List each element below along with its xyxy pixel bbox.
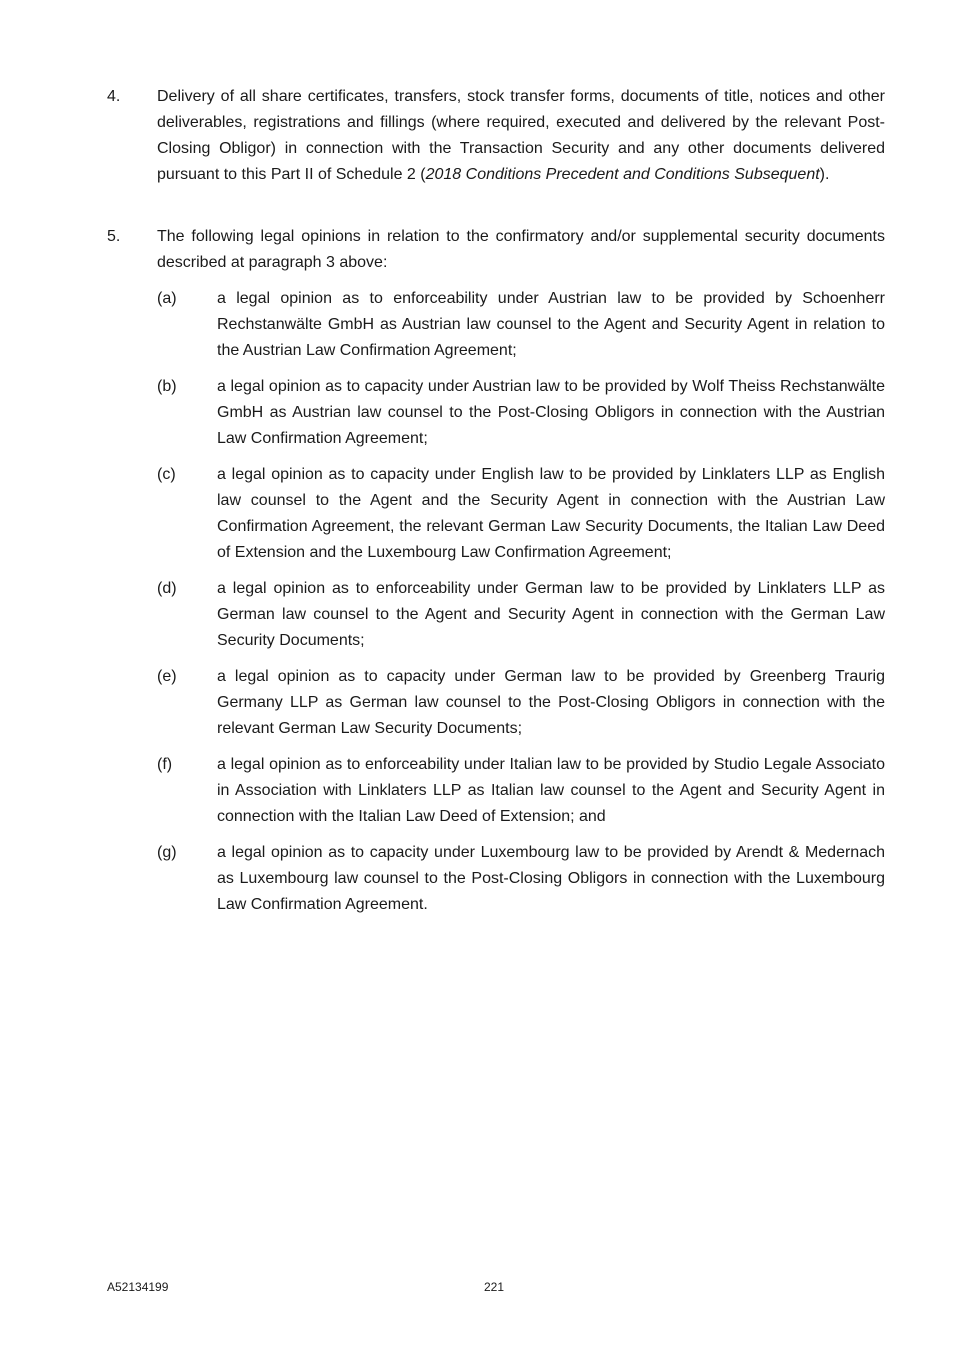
- list-item-label: (g): [157, 844, 177, 861]
- paragraph-4: [107, 84, 885, 188]
- list-item-f: [157, 752, 885, 830]
- italic-reference: 2018 Conditions Precedent and Conditions Subsequent: [425, 166, 820, 183]
- list-item-text: a legal opinion as to enforceability under Italian law to be provided by Studio Legale Associato in Association with Linklaters LLP as Italian law counsel to the Agent and Security Agent in connection with the Italian Law Deed of Extension; and: [217, 756, 885, 825]
- list-item-text: a legal opinion as to capacity under German law to be provided by Greenberg Traurig Germany LLP as German law counsel to the Post-Closing Obligors in connection with the relevant German Law Security Documents;: [217, 668, 885, 737]
- list-item-text: a legal opinion as to capacity under English law to be provided by Linklaters LLP as English law counsel to the Agent and the Security Agent in connection with the Austrian Law Confirmation Agreement, the relevant German Law Security Documents, the Italian Law Deed of Extension and the Luxembourg Law Confirmation Agreement;: [217, 466, 885, 561]
- paragraph-text-start: Delivery of all share certificates, transfers, stock transfer forms, documents of title, notices and other deliverables, registrations and fillings (where required, executed and delivered by the relevant Post-Closing Obligor) in connection with the Transaction Security and any other documents delivered pursuant to this Part II of Schedule 2 (: [157, 88, 885, 183]
- list-item-label: (c): [157, 466, 176, 483]
- paragraph-5: [107, 224, 885, 276]
- list-item-text: a legal opinion as to enforceability under German law to be provided by Linklaters LLP as German law counsel to the Agent and Security Agent in connection with the German Law Security Documents;: [217, 580, 885, 649]
- list-item-text: a legal opinion as to capacity under Austrian law to be provided by Wolf Theiss Rechstanwälte GmbH as Austrian law counsel to the Post-Closing Obligors in connection with the Austrian Law Confirmation Agreement;: [217, 378, 885, 447]
- list-item-label: (d): [157, 580, 177, 597]
- paragraph-number: 5.: [107, 228, 121, 245]
- list-item-d: [157, 576, 885, 654]
- list-item-e: [157, 664, 885, 742]
- list-item-a: [157, 286, 885, 364]
- list-item-label: (b): [157, 378, 177, 395]
- paragraph-number: 4.: [107, 88, 121, 105]
- document-reference: A52134199: [107, 1280, 169, 1294]
- paragraph-text: The following legal opinions in relation to the confirmatory and/or supplemental security documents described at paragraph 3 above:: [157, 228, 885, 271]
- list-item-c: [157, 462, 885, 566]
- list-item-g: [157, 840, 885, 918]
- list-item-text: a legal opinion as to capacity under Luxembourg law to be provided by Arendt & Medernach as Luxembourg law counsel to the Post-Closing Obligors in connection with the Luxembourg Law Confirmation Agreement.: [217, 844, 885, 913]
- page-number: 221: [484, 1280, 505, 1294]
- paragraph-text: [157, 84, 885, 188]
- list-item-b: [157, 374, 885, 452]
- paragraph-text-end: ).: [819, 166, 830, 183]
- list-item-label: (e): [157, 668, 177, 685]
- list-item-text: a legal opinion as to enforceability under Austrian law to be provided by Schoenherr Rechstanwälte GmbH as Austrian law counsel to the Agent and Security Agent in relation to the Austrian Law Confirmation Agreement;: [217, 290, 885, 359]
- list-item-label: (f): [157, 756, 173, 773]
- list-item-label: (a): [157, 290, 177, 307]
